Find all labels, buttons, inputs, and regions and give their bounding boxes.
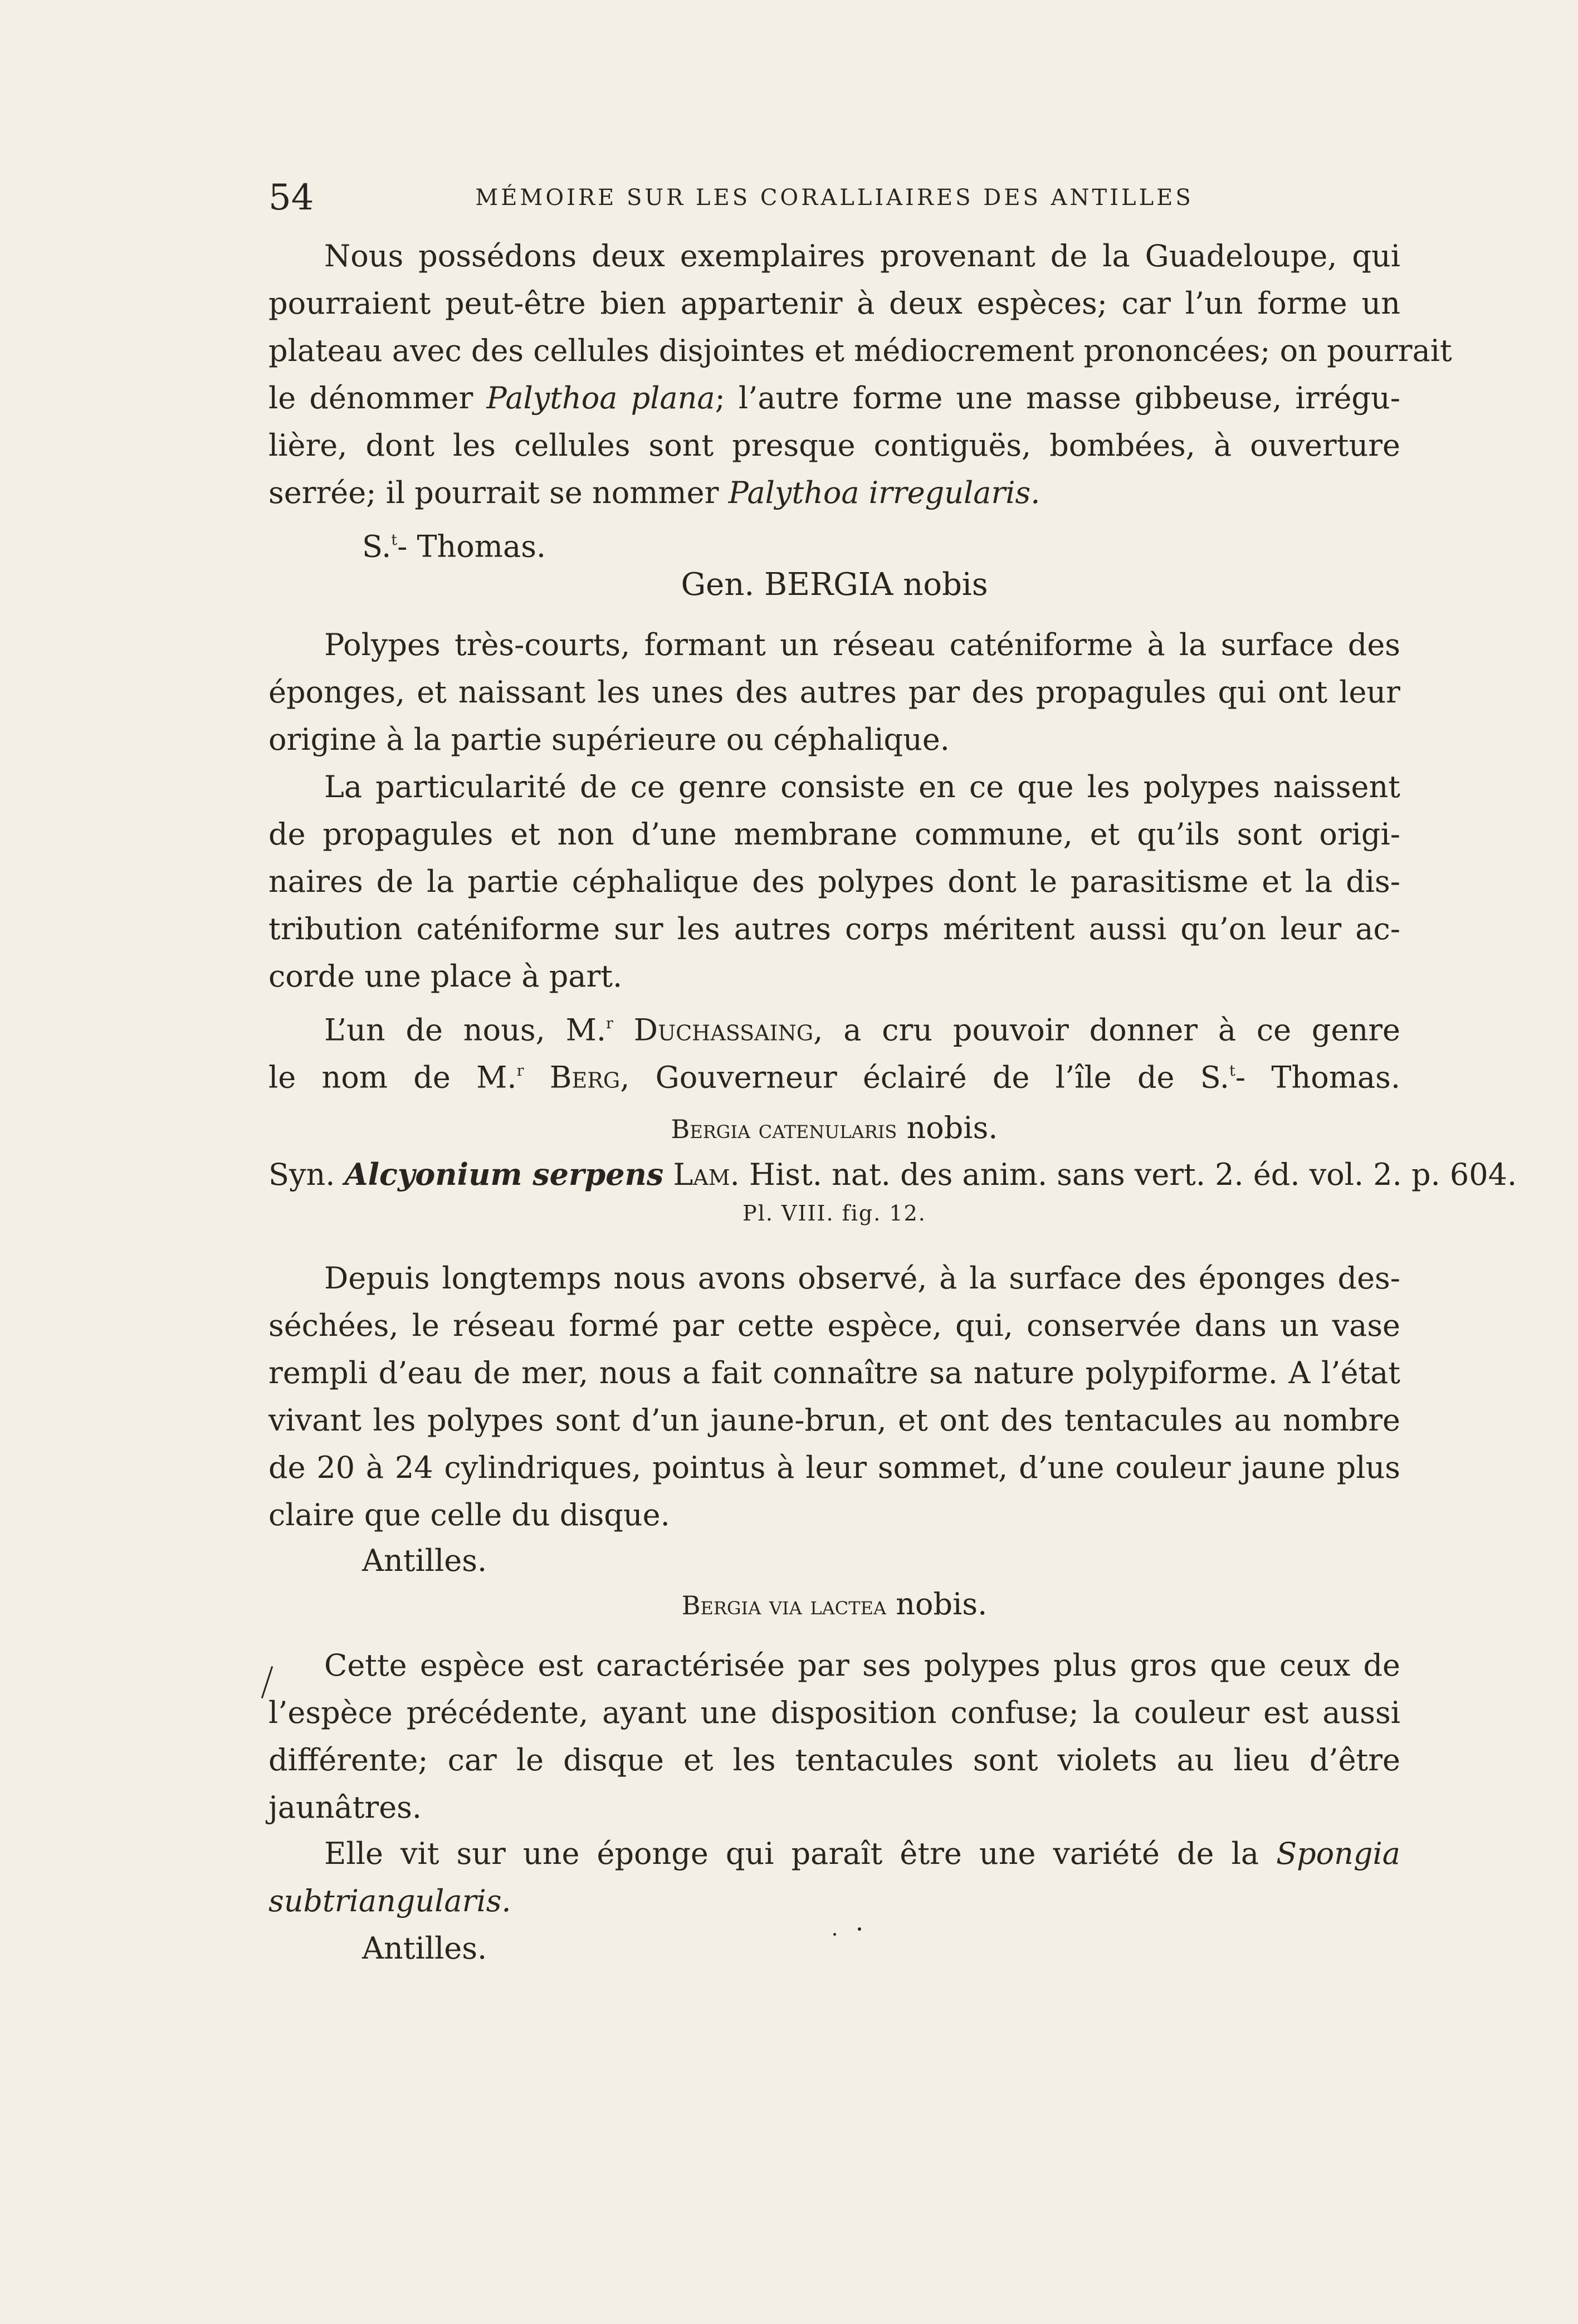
paragraph-line: Elle vit sur une éponge qui paraît être une variété de la Spongia bbox=[324, 1836, 1400, 1871]
locality: Antilles. bbox=[362, 1931, 487, 1966]
paragraph-line: plateau avec des cellules disjointes et médiocrement prononcées; on pourrait bbox=[268, 333, 1452, 368]
paragraph-line: claire que celle du disque. bbox=[268, 1497, 670, 1532]
paragraph-line: éponges, et naissant les unes des autres par des propagules qui ont leur bbox=[268, 675, 1400, 710]
paragraph-line: corde une place à part. bbox=[268, 959, 623, 994]
paragraph-line: L’un de nous, M.$^r$ Duchassaing, a cru pouvoir donner à ce genre bbox=[324, 1012, 1400, 1048]
paragraph-line: naires de la partie céphalique des polypes dont le parasitisme et la dis- bbox=[268, 864, 1400, 899]
paragraph-line: Cette espèce est caractérisée par ses polypes plus gros que ceux de bbox=[324, 1648, 1400, 1683]
species-heading: Bergia via lactea nobis. bbox=[681, 1586, 988, 1622]
ink-speck bbox=[858, 1927, 861, 1931]
paragraph-line: jaunâtres. bbox=[268, 1790, 422, 1825]
page-number: 54 bbox=[268, 177, 314, 218]
running-title: MÉMOIRE SUR LES CORALLIAIRES DES ANTILLES bbox=[475, 185, 1194, 211]
synonymy-line: Syn. Alcyonium serpens Lam. Hist. nat. des anim. sans vert. 2. éd. vol. 2. p. 604. bbox=[268, 1156, 1517, 1192]
species-name: subtriangularis. bbox=[268, 1883, 511, 1918]
paragraph-line: Polypes très-courts, formant un réseau caténiforme à la surface des bbox=[324, 627, 1400, 662]
paragraph-line: l’espèce précédente, ayant une disposition confuse; la couleur est aussi bbox=[268, 1695, 1400, 1730]
paragraph-line: de 20 à 24 cylindriques, pointus à leur sommet, d’une couleur jaune plus bbox=[268, 1450, 1400, 1485]
synonym-name: Alcyonium serpens bbox=[344, 1156, 664, 1192]
paragraph-line: Nous possédons deux exemplaires provenant de la Guadeloupe, qui bbox=[324, 238, 1400, 274]
author-name: Duchassaing bbox=[633, 1012, 814, 1048]
paragraph-line: le dénommer Palythoa plana; l’autre forme une masse gibbeuse, irrégu- bbox=[268, 380, 1400, 416]
paragraph-line: lière, dont les cellules sont presque contiguës, bombées, à ouverture bbox=[268, 428, 1400, 463]
page-header bbox=[268, 177, 1400, 227]
genus-name: BERGIA bbox=[764, 567, 893, 603]
paragraph-line: différente; car le disque et les tentacules sont violets au lieu d’être bbox=[268, 1742, 1400, 1778]
species-name: Palythoa irregularis. bbox=[728, 475, 1040, 510]
paragraph-line: le nom de M.$^r$ Berg, Gouverneur éclairé de l’île de S.$^t$- Thomas. bbox=[268, 1060, 1401, 1095]
paragraph-line: vivant les polypes sont d’un jaune-brun, et ont des tentacules au nombre bbox=[268, 1403, 1400, 1438]
person-name: Berg bbox=[549, 1060, 621, 1095]
paragraph-line: La particularité de ce genre consiste en ce que les polypes naissent bbox=[324, 769, 1400, 804]
paragraph-line: tribution caténiforme sur les autres corps méritent aussi qu’on leur ac- bbox=[268, 911, 1400, 946]
species-heading: Bergia catenularis nobis. bbox=[671, 1110, 998, 1145]
paragraph-line: séchées, le réseau formé par cette espèce, qui, conservée dans un vase bbox=[268, 1308, 1400, 1343]
species-name: Spongia bbox=[1276, 1836, 1400, 1871]
locality: Antilles. bbox=[362, 1543, 487, 1578]
paragraph-line: rempli d’eau de mer, nous a fait connaître sa nature polypiforme. A l’état bbox=[268, 1355, 1400, 1390]
paragraph-line: Depuis longtemps nous avons observé, à la surface des éponges des- bbox=[324, 1261, 1400, 1296]
paragraph-line: de propagules et non d’une membrane commune, et qu’ils sont origi- bbox=[268, 817, 1400, 852]
plate-reference: Pl. VIII. fig. 12. bbox=[742, 1201, 926, 1226]
ink-speck bbox=[833, 1933, 836, 1936]
paragraph-line: pourraient peut-être bien appartenir à deux espèces; car l’un forme un bbox=[268, 286, 1400, 321]
paragraph-line: origine à la partie supérieure ou céphalique. bbox=[268, 722, 950, 757]
genus-heading: Gen. BERGIA nobis bbox=[681, 567, 988, 603]
paragraph-line: serrée; il pourrait se nommer Palythoa irregularis. bbox=[268, 475, 1040, 510]
locality: S.$^t$- Thomas. bbox=[362, 529, 546, 564]
species-name: Palythoa plana bbox=[486, 380, 715, 416]
